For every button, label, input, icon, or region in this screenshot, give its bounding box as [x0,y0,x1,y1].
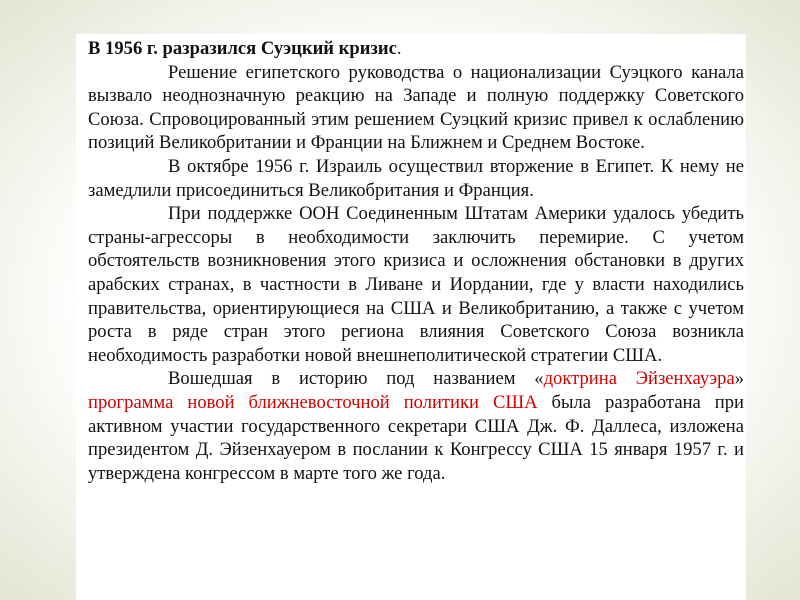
paragraph-4-start: Вошедшая в историю под названием « [168,368,544,390]
heading-period: . [396,38,402,59]
heading-line [88,37,744,61]
paragraph-2: В октябре 1956 г. Израиль осуществил вторжение в Египет. К нему не замедлили присоединиться Великобритания и Франция. [88,155,744,201]
program-highlight: программа новой ближневосточной политики США [88,391,538,413]
slide-content [88,37,744,485]
paragraph-4-end: была разработана при активном участии государственного секретари США Дж. Ф. Даллеса, изложена президентом Д. Эйзенхауером в послании к Конгрессу США 15 января 1957 г. и утверждена конгрессом в марте того же года. [88,391,744,484]
paragraph-4 [88,367,744,485]
heading-text: В 1956 г. разразился Суэцкий кризис [88,38,397,59]
paragraph-1: Решение египетского руководства о национализации Суэцкого канала вызвало неоднозначную реакцию на Западе и полную поддержку Советского Союза. Спровоцированный этим решением Суэцкий кризис привел к ослаблению позиций Великобритании и Франции на Ближнем и Среднем Востоке. [88,61,744,154]
paragraph-3: При поддержке ООН Соединенным Штатам Америки удалось убедить страны-агрессоры в необходимости заключить перемирие. С учетом обстоятельств возникновения этого кризиса и осложнения обстановки в других арабских странах, в частности в Ливане и Иордании, где у власти находились правительства, ориентирующиеся на США и Великобританию, а также с учетом роста в ряде стран этого региона влияния Советского Союза возникла необходимость разработки новой внешнеполитической стратегии США. [88,203,744,366]
doctrine-name-highlight: доктрина Эйзенхауэра [543,368,735,390]
paragraph-4-quote-close: » [734,368,744,390]
